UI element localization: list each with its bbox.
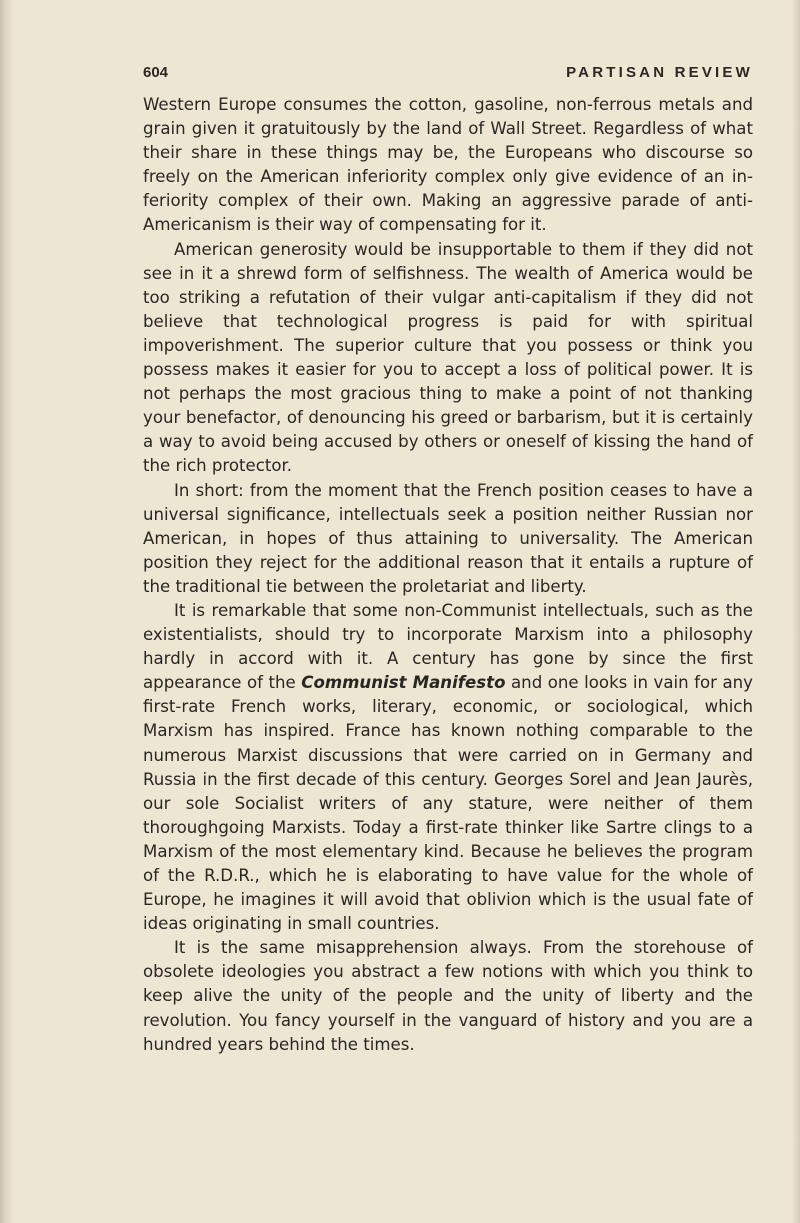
book-title-communist-manifesto: Communist Manifesto bbox=[301, 673, 506, 693]
paragraph-1: Western Europe consumes the cotton, gasoline, non-ferrous metals and grain given it gratuitously by the land of Wall Street. Regardless of what their share in these things may be, the Europeans who discourse so freely on the American inferiority complex only give evidence of an inferiority complex of their own. Making an aggressive parade of anti-Americanism is their way of compensating for it. bbox=[143, 95, 753, 235]
paragraph-3: In short: from the moment that the French position ceases to have a universal significance, intellectuals seek a position neither Russian nor American, in hopes of thus attaining to universality. The American position they reject for the additional reason that it entails a rupture of the traditional tie between the proletariat and liberty. bbox=[143, 480, 753, 596]
paragraph-4-text-before: It is remarkable that some non-Communist intellectuals, such as the existentialists, should try to incorporate Marxism into a philosophy hardly in accord with it. A century has gone by since the first appearance of the bbox=[143, 600, 753, 693]
running-head bbox=[143, 64, 753, 86]
page-edge-shadow bbox=[792, 0, 800, 1223]
journal-title: PARTISAN REVIEW bbox=[566, 64, 753, 81]
paragraph-5: It is the same misapprehension always. From the storehouse of obsolete ideologies you abstract a few notions with which you think to keep alive the unity of the people and the unity of liberty and the revolution. You fancy yourself in the vanguard of history and you are a hundred years behind the times. bbox=[143, 938, 753, 1054]
page-number: 604 bbox=[143, 64, 169, 81]
paragraph-4-text-after: and one looks in vain for any first-rate French works, literary, economic, or sociological, which Marxism has inspired. France has known nothing comparable to the numerous Marxist discussions that were carried on in Germany and Russia in the first decade of this century. Georges Sorel and Jean Jaurès, our sole Socialist writers of any stature, were neither of them thoroughgoing Marxists. Today a first-rate thinker like Sartre clings to a Marxism of the most elementary kind. Because he believes the program of the R.D.R., which he is elaborating to have value for the whole of Europe, he imagines it will avoid that oblivion which is the usual fate of ideas originating in small countries. bbox=[143, 673, 753, 934]
paragraph-2: American generosity would be insupportable to them if they did not see in it a shrewd form of selfishness. The wealth of America would be too striking a refutation of their vulgar anti-capitalism if they did not believe that technological progress is paid for with spiritual impoverishment. The superior culture that you possess or think you possess makes it easier for you to accept a loss of political power. It is not perhaps the most gracious thing to make a point of not thanking your benefactor, of denouncing his greed or barbarism, but it is certainly a way to avoid being accused by others or oneself of kissing the hand of the rich protector. bbox=[143, 239, 753, 476]
article-body bbox=[143, 93, 753, 1057]
page-binding-shadow bbox=[0, 0, 14, 1223]
paragraph-4 bbox=[143, 599, 753, 936]
